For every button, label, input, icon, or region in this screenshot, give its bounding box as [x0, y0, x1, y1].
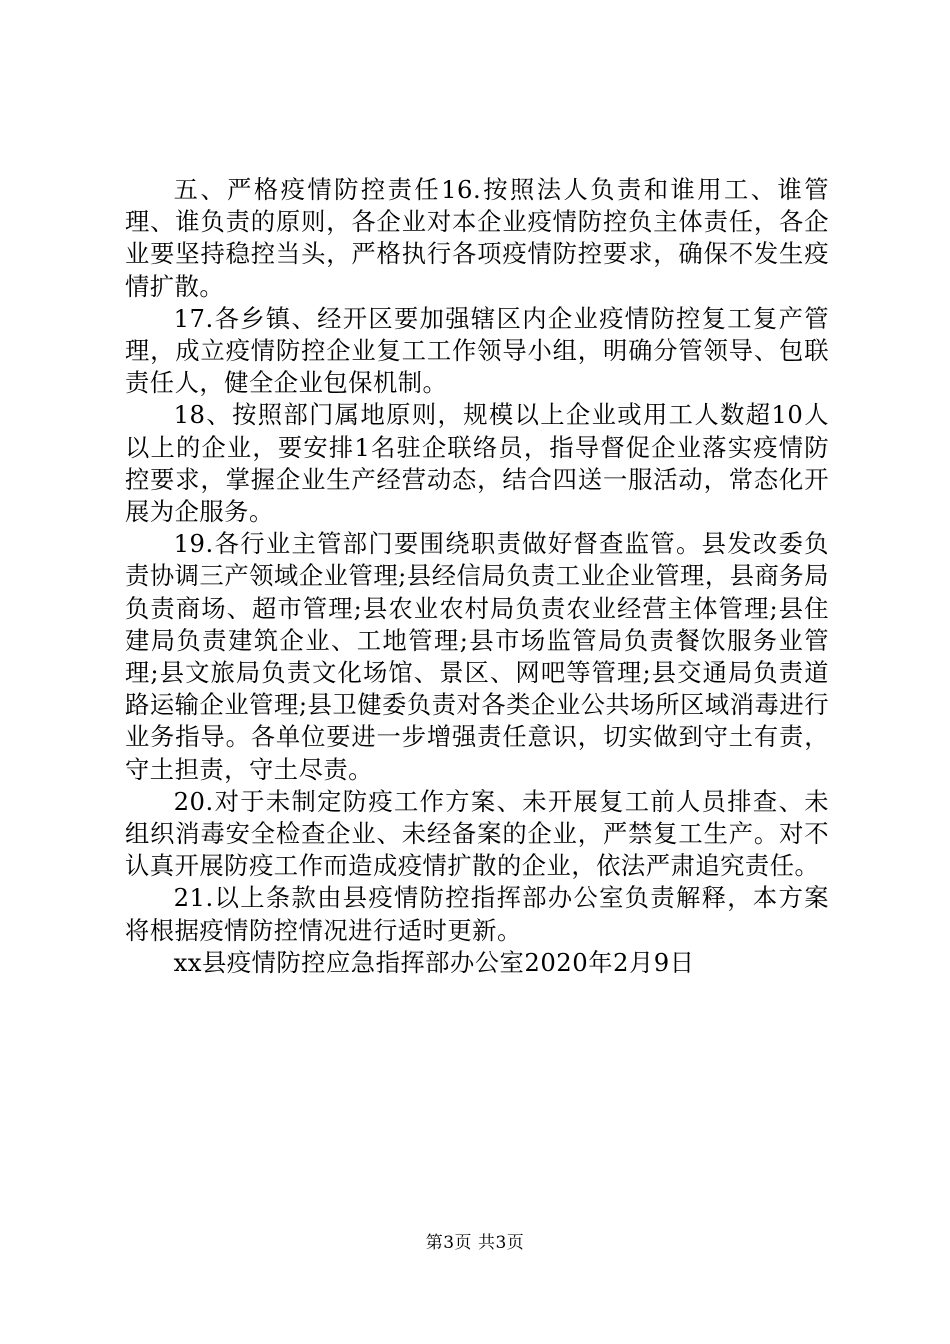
- paragraph-item-21: 21.以上条款由县疫情防控指挥部办公室负责解释，本方案将根据疫情防控情况进行适时更新。: [125, 883, 829, 945]
- signature-line: xx县疫情防控应急指挥部办公室2020年2月9日: [173, 947, 695, 977]
- paragraph-item-20: 20.对于未制定防疫工作方案、未开展复工前人员排查、未组织消毒安全检查企业、未经备案的企业，严禁复工生产。对不认真开展防疫工作而造成疫情扩散的企业，依法严肃追究责任。: [125, 786, 829, 881]
- paragraph-section-five: 五、严格疫情防控责任16.按照法人负责和谁用工、谁管理、谁负责的原则，各企业对本企业疫情防控负主体责任，各企业要坚持稳控当头，严格执行各项疫情防控要求，确保不发生疫情扩散。: [125, 175, 829, 301]
- paragraph-item-18: 18、按照部门属地原则，规模以上企业或用工人数超10人以上的企业，要安排1名驻企联络员，指导督促企业落实疫情防控要求，掌握企业生产经营动态，结合四送一服活动，常态化开展为企服务。: [125, 400, 829, 527]
- paragraph-item-17: 17.各乡镇、经开区要加强辖区内企业疫情防控复工复产管理，成立疫情防控企业复工工作领导小组，明确分管领导、包联责任人，健全企业包保机制。: [125, 303, 829, 398]
- paragraph-item-19: 19.各行业主管部门要围绕职责做好督查监管。县发改委负责协调三产领域企业管理;县经信局负责工业企业管理，县商务局负责商场、超市管理;县农业农村局负责农业经营主体管理;县住建局负责建筑企业、工地管理;县市场监管局负责餐饮服务业管理;县文旅局负责文化场馆、景区、网吧等管理;县交通局负责道路运输企业管理;县卫健委负责对各类企业公共场所区域消毒进行业务指导。各单位要进一步增强责任意识，切实做到守土有责，守土担责，守土尽责。: [125, 529, 829, 784]
- document-body: [125, 174, 829, 979]
- page-footer: 第3页 共3页: [425, 1233, 525, 1253]
